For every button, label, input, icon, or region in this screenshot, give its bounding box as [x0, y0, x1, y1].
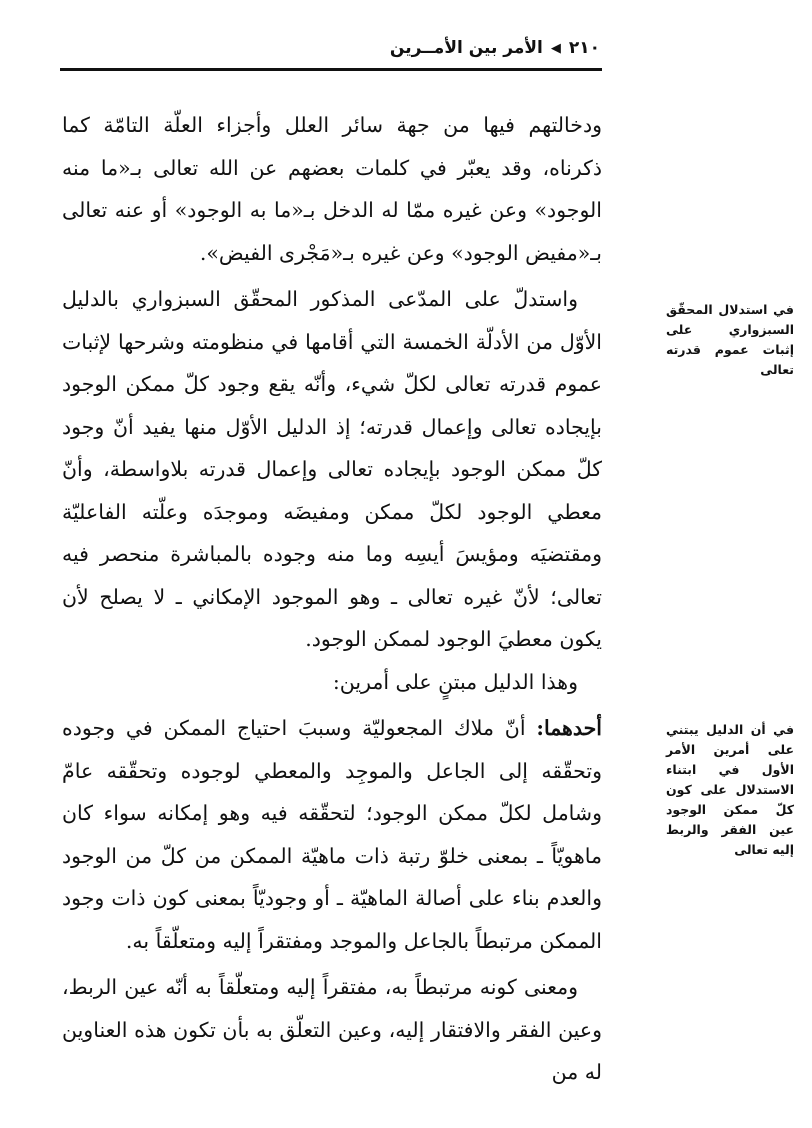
paragraph-5: ومعنى كونه مرتبطاً به، مفتقراً إليه ومتعلّقاً به أنّه عين الربط، وعين الفقر والافتقار إليه، وعين التعلّق به بأن تكون هذه العناوين له من: [62, 975, 602, 1084]
paragraph-3: وهذا الدليل مبتنٍ على أمرين:: [332, 669, 578, 694]
paragraph-1: ودخالتهم فيها من جهة سائر العلل وأجزاء العلّة التامّة كما ذكرناه، وقد يعبّر في كلمات بعضهم عن الله تعالى بـ«ما منه الوجود» وعن غيره ممّا له الدخل بـ«ما به الوجود» أو عنه تعالى بـ«مفيض الوجود» وعن غيره بـ«مَجْرى الفيض».: [62, 113, 602, 265]
arrow-left-icon: ◀: [550, 40, 561, 56]
margin-note-2: في أن الدليل يبتني على أمرين الأمر الأول في ابتناء الاستدلال على كون كلّ ممكن الوجود عين الفقر والربط إليه تعالى: [666, 722, 794, 857]
page-number: ٢١٠: [568, 38, 600, 58]
paragraph-4: [62, 707, 602, 962]
paragraph-4-text: أنّ ملاك المجعوليّة وسببَ احتياج الممكن في وجوده وتحقّقه إلى الجاعل والموجِد والمعطي لوجوده وتحقّقه عامّ وشامل لكلّ ممكن الوجود؛ لتحقّقه فيه وهو إمكانه سواء كان ماهويّاً ـ بمعنى خلوّ رتبة ذات ماهيّة الممكن من كلّ من الوجود والعدم بناء على أصالة الماهيّة ـ أو وجوديّاً بمعنى كون ذات وجود الممكن مرتبطاً بالجاعل والموجد ومفتقراً إليه ومتعلّقاً به.: [62, 716, 602, 953]
first-point-label: أحدهما:: [536, 716, 602, 740]
running-header: [60, 34, 600, 62]
running-title: الأمر بين الأمــرين: [389, 38, 543, 58]
paragraph-2: واستدلّ على المدّعى المذكور المحقّق السبزواري بالدليل الأوّل من الأدلّة الخمسة التي أقامها في منظومته وشرحها لإثبات عموم قدرته تعالى لكلّ شيء، وأنّه يقع وجود كلّ ممكن الوجود بإيجاده تعالى وإعمال قدرته؛ إذ الدليل الأوّل منها يفيد أنّ وجود كلّ ممكن الوجود بإيجاده تعالى وإعمال قدرته بلاواسطة، وأنّ معطي الوجود لكلّ ممكن ومفيضَه وموجدَه وعلّته الفاعليّة ومقتضيَه ومؤيسَ أيسِه وما منه وجوده بالمباشرة منحصر فيه تعالى؛ لأنّ غيره تعالى ـ وهو الموجود الإمكاني ـ لا يصلح لأن يكون معطيَ الوجود لممكن الوجود.: [62, 287, 602, 651]
main-text: [62, 104, 602, 1094]
header-rule: [60, 68, 602, 71]
margin-note-1: في استدلال المحقّق السبزواري على إثبات عموم قدرته تعالى: [666, 302, 794, 377]
